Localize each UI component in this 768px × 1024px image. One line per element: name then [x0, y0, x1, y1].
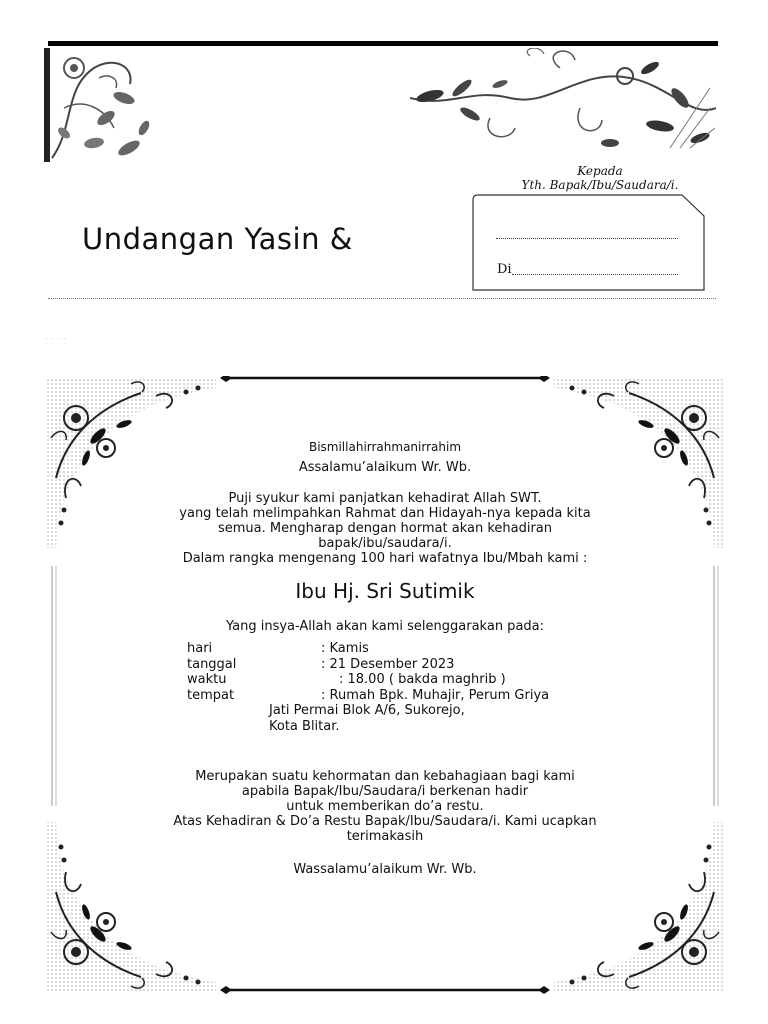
address-line: Jati Permai Blok A/6, Sukorejo,: [269, 703, 465, 718]
detail-label: tanggal: [187, 656, 237, 672]
detail-value: : 21 Desember 2023: [321, 656, 455, 672]
deceased-name: Ibu Hj. Sri Sutimik: [295, 579, 475, 603]
cut-mark: · · · ·: [46, 336, 67, 343]
floral-ornament-left: [44, 48, 164, 164]
detail-label: waktu: [187, 672, 227, 687]
address-name-line: [496, 238, 678, 239]
greeting: Assalamu’alaikum Wr. Wb.: [298, 460, 472, 475]
cut-line: [48, 298, 716, 299]
recipient-to: Kepada: [577, 164, 623, 178]
closing-line: untuk memberikan do’a restu.: [286, 799, 484, 814]
event-details: [187, 641, 607, 734]
opening-line: bapak/ibu/saudara/i.: [318, 536, 452, 551]
closing-line: apabila Bapak/Ibu/Saudara/i berkenan hadir: [241, 784, 529, 799]
detail-row-waktu: [187, 672, 607, 688]
detail-value: : Rumah Bpk. Muhajir, Perum Griya: [321, 687, 550, 703]
invitation-title: Undangan Yasin &: [82, 222, 353, 256]
event-intro: Yang insya-Allah akan kami selenggarakan pada:: [225, 619, 545, 634]
closing-paragraph: [130, 769, 640, 844]
recipient-salutation: Yth. Bapak/Ibu/Saudara/i.: [521, 178, 679, 192]
opening-line: yang telah melimpahkan Rahmat dan Hidayah-nya kepada kita: [179, 506, 591, 521]
closing-line: terimakasih: [346, 829, 424, 844]
detail-row-tanggal: [187, 657, 607, 673]
address-location-line: [512, 274, 678, 275]
recipient-block: [470, 164, 730, 192]
opening-paragraph: [130, 491, 640, 566]
closing-line: Atas Kehadiran & Do’a Restu Bapak/Ibu/Saudara/i. Kami ucapkan: [173, 814, 597, 829]
detail-value: : Kamis: [321, 641, 369, 656]
detail-value: : 18.00 ( bakda maghrib ): [339, 672, 506, 687]
address-row: [187, 719, 607, 735]
opening-line: semua. Mengharap dengan hormat akan kehadiran: [217, 521, 553, 536]
address-line: Kota Blitar.: [269, 718, 340, 734]
address-envelope: [472, 194, 706, 292]
opening-line: Dalam rangka mengenang 100 hari wafatnya Ibu/Mbah kami :: [182, 551, 588, 566]
detail-label: hari: [187, 641, 213, 656]
detail-row-hari: [187, 641, 607, 657]
bismillah: Bismillahirrahmanirrahim: [308, 440, 462, 454]
address-location-label: Di: [497, 262, 512, 277]
detail-label: tempat: [187, 687, 235, 703]
address-row: [187, 703, 607, 719]
farewell: Wassalamu’alaikum Wr. Wb.: [293, 862, 477, 877]
detail-row-tempat: [187, 688, 607, 704]
floral-ornament-right: [410, 48, 716, 152]
opening-line: Puji syukur kami panjatkan kehadirat Allah SWT.: [228, 491, 542, 506]
closing-line: Merupakan suatu kehormatan dan kebahagiaan bagi kami: [195, 769, 575, 784]
top-rule: [48, 41, 718, 46]
